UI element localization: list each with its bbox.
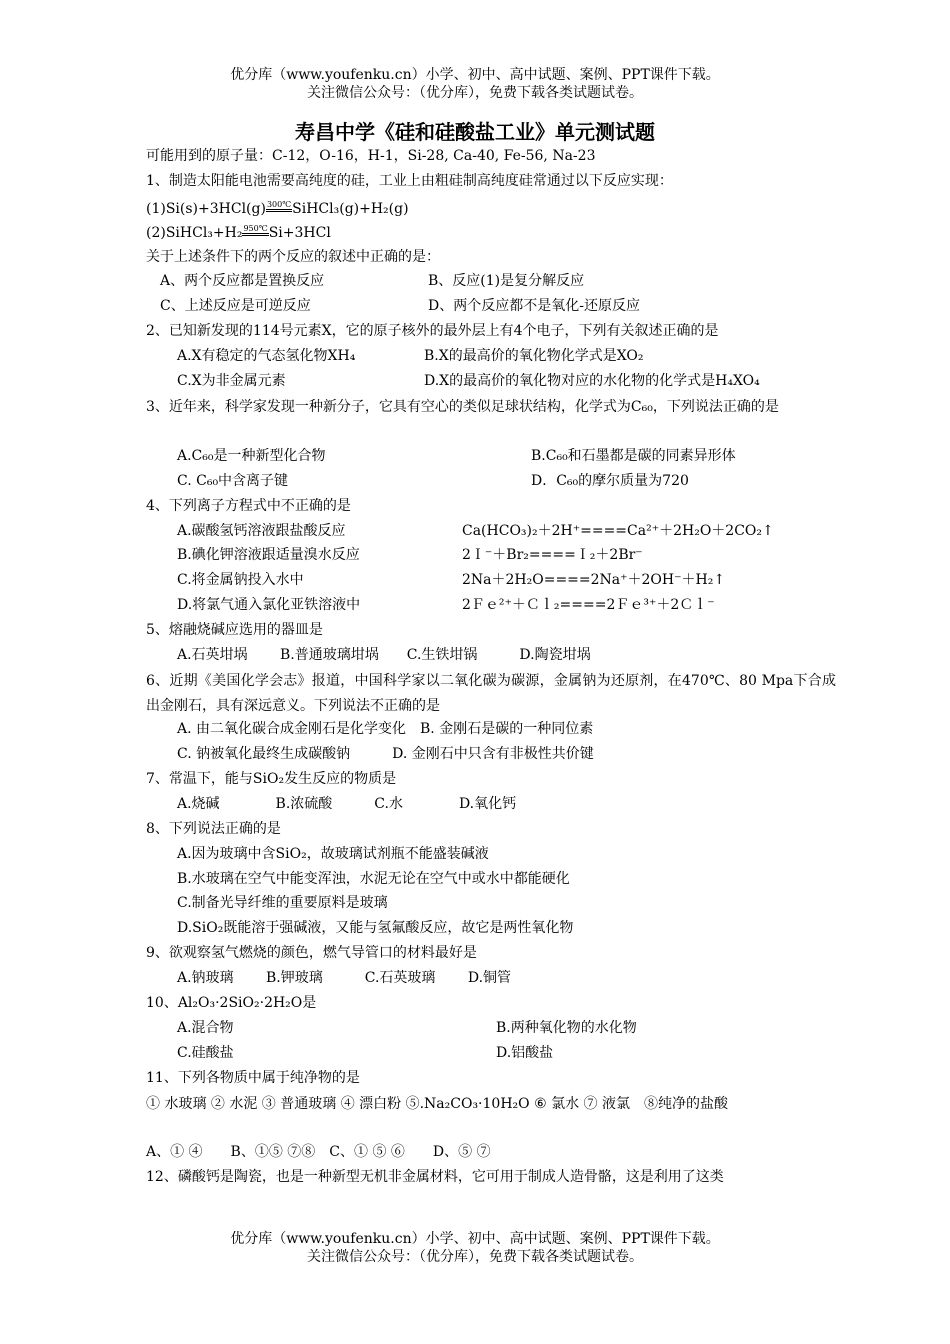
q1-ask: 关于上述条件下的两个反应的叙述中正确的是： bbox=[146, 249, 440, 265]
q10-option-b: B.两种氧化物的水化物 bbox=[496, 1020, 637, 1036]
q6-options-ab: A. 由二氧化碳合成金刚石是化学变化 B. 金刚石是碳的一种同位素 bbox=[177, 721, 594, 737]
footer-line-2: 关注微信公众号：（优分库），免费下载各类试题试卷。 bbox=[307, 1249, 643, 1265]
q1-r2-right: Si+3HCl bbox=[268, 225, 331, 241]
page-title: 寿昌中学《硅和硅酸盐工业》单元测试题 bbox=[295, 120, 655, 144]
q2-option-d: D.X的最高价的氧化物对应的水化物的化学式是H₄XO₄ bbox=[424, 373, 760, 389]
q10-option-c: C.硅酸盐 bbox=[177, 1045, 234, 1061]
q5-stem: 5、熔融烧碱应选用的器皿是 bbox=[146, 622, 323, 638]
q2-stem: 2、已知新发现的114号元素X，它的原子核外的最外层上有4个电子，下列有关叙述正确的是 bbox=[146, 323, 719, 339]
q4-option-a: A.碳酸氢钙溶液跟盐酸反应 bbox=[177, 523, 346, 539]
header-line-1: 优分库（www.youfenku.cn）小学、初中、高中试题、案例、PPT课件下载。 bbox=[230, 67, 720, 83]
q1-r2-left: (2)SiHCl₃+H₂ bbox=[146, 225, 243, 241]
atomic-mass-line: 可能用到的原子量：C-12，O-16，H-1，Si-28, Ca-40, Fe-56, Na-23 bbox=[146, 148, 596, 164]
q1-option-c: C、上述反应是可逆反应 bbox=[160, 298, 311, 314]
q2-option-a: A.X有稳定的气态氢化物XH₄ bbox=[177, 348, 356, 364]
q8-stem: 8、下列说法正确的是 bbox=[146, 821, 281, 837]
q1-r1-right: SiHCl₃(g)+H₂(g) bbox=[292, 201, 409, 217]
q6-options-cd: C. 钠被氧化最终生成碳酸钠 D. 金刚石中只含有非极性共价键 bbox=[177, 746, 594, 762]
q4-option-b: B.碘化钾溶液跟适量溴水反应 bbox=[177, 547, 360, 563]
q3-option-c: C. C₆₀中含离子键 bbox=[177, 473, 289, 489]
q4-option-c: C.将金属钠投入水中 bbox=[177, 572, 304, 588]
q3-stem: 3、近年来，科学家发现一种新分子，它具有空心的类似足球状结构，化学式为C₆₀，下列说法正确的是 bbox=[146, 399, 779, 415]
q3-option-b: B.C₆₀和石墨都是碳的同素异形体 bbox=[531, 448, 736, 464]
q3-option-d: D．C₆₀的摩尔质量为720 bbox=[531, 473, 689, 489]
q4-option-b-equation: 2Ｉ⁻＋Br₂====Ｉ₂＋2Br⁻ bbox=[462, 547, 643, 563]
q9-options: A.钠玻璃 B.钾玻璃 C.石英玻璃 D.铜管 bbox=[177, 970, 512, 986]
q3-option-a: A.C₆₀是一种新型化合物 bbox=[177, 448, 326, 464]
q1-reaction-2 bbox=[146, 223, 331, 243]
q4-stem: 4、下列离子方程式中不正确的是 bbox=[146, 498, 351, 514]
q4-option-d: D.将氯气通入氯化亚铁溶液中 bbox=[177, 597, 361, 613]
q1-option-b: B、反应(1)是复分解反应 bbox=[428, 273, 585, 289]
q4-option-d-equation: 2Ｆｅ²⁺＋Ｃｌ₂====2Ｆｅ³⁺＋2Ｃｌ⁻ bbox=[462, 597, 715, 613]
footer-line-1: 优分库（www.youfenku.cn）小学、初中、高中试题、案例、PPT课件下载。 bbox=[230, 1231, 720, 1247]
q6-stem: 6、近期《美国化学会志》报道，中国科学家以二氧化碳为碳源，金属钠为还原剂，在470℃、80 Mpa下合成出金刚石，具有深远意义。下列说法不正确的是 bbox=[146, 673, 836, 714]
q1-reaction-1 bbox=[146, 199, 409, 219]
q2-option-b: B.X的最高价的氧化物化学式是XO₂ bbox=[424, 348, 644, 364]
q4-option-a-equation: Ca(HCO₃)₂＋2H⁺====Ca²⁺＋2H₂O＋2CO₂↑ bbox=[462, 523, 774, 539]
q1-option-a: A、两个反应都是置换反应 bbox=[160, 273, 325, 289]
q11-options: A、① ④ B、①⑤ ⑦⑧ C、① ⑤ ⑥ D、⑤ ⑦ bbox=[146, 1144, 491, 1160]
q8-option-d: D.SiO₂既能溶于强碱液，又能与氢氟酸反应，故它是两性氧化物 bbox=[177, 920, 574, 936]
q11-stem: 11、下列各物质中属于纯净物的是 bbox=[146, 1070, 360, 1086]
q1-r1-condition: 300℃ bbox=[266, 201, 292, 212]
q8-option-a: A.因为玻璃中含SiO₂，故玻璃试剂瓶不能盛装碱液 bbox=[177, 846, 489, 862]
q7-options: A.烧碱 B.浓硫酸 C.水 D.氧化钙 bbox=[177, 796, 517, 812]
header-line-2: 关注微信公众号：（优分库），免费下载各类试题试卷。 bbox=[307, 85, 643, 101]
q10-option-d: D.铝酸盐 bbox=[496, 1045, 554, 1061]
q8-option-c: C.制备光导纤维的重要原料是玻璃 bbox=[177, 895, 388, 911]
q12-stem: 12、磷酸钙是陶瓷，也是一种新型无机非金属材料，它可用于制成人造骨骼，这是利用了这类 bbox=[146, 1169, 724, 1185]
q1-stem: 1、制造太阳能电池需要高纯度的硅，工业上由粗硅制高纯度硅常通过以下反应实现： bbox=[146, 173, 673, 189]
q1-r2-condition: 950℃ bbox=[242, 225, 268, 236]
q7-stem: 7、常温下，能与SiO₂发生反应的物质是 bbox=[146, 771, 397, 787]
q9-stem: 9、欲观察氢气燃烧的颜色，燃气导管口的材料最好是 bbox=[146, 945, 477, 961]
q1-option-d: D、两个反应都不是氧化-还原反应 bbox=[428, 298, 640, 314]
q1-r1-left: (1)Si(s)+3HCl(g) bbox=[146, 201, 266, 217]
q10-stem: 10、Al₂O₃·2SiO₂·2H₂O是 bbox=[146, 995, 317, 1011]
q10-option-a: A.混合物 bbox=[177, 1020, 234, 1036]
q2-option-c: C.X为非金属元素 bbox=[177, 373, 286, 389]
q4-option-c-equation: 2Na＋2H₂O====2Na⁺＋2OH⁻＋H₂↑ bbox=[462, 572, 726, 588]
q11-items: ① 水玻璃 ② 水泥 ③ 普通玻璃 ④ 漂白粉 ⑤.Na₂CO₃·10H₂O ⑥ 氯水 ⑦ 液氯 ⑧纯净的盐酸 bbox=[146, 1096, 728, 1112]
q8-option-b: B.水玻璃在空气中能变浑浊，水泥无论在空气中或水中都能硬化 bbox=[177, 871, 570, 887]
q5-options: A.石英坩埚 B.普通玻璃坩埚 C.生铁坩锅 D.陶瓷坩埚 bbox=[177, 647, 591, 663]
